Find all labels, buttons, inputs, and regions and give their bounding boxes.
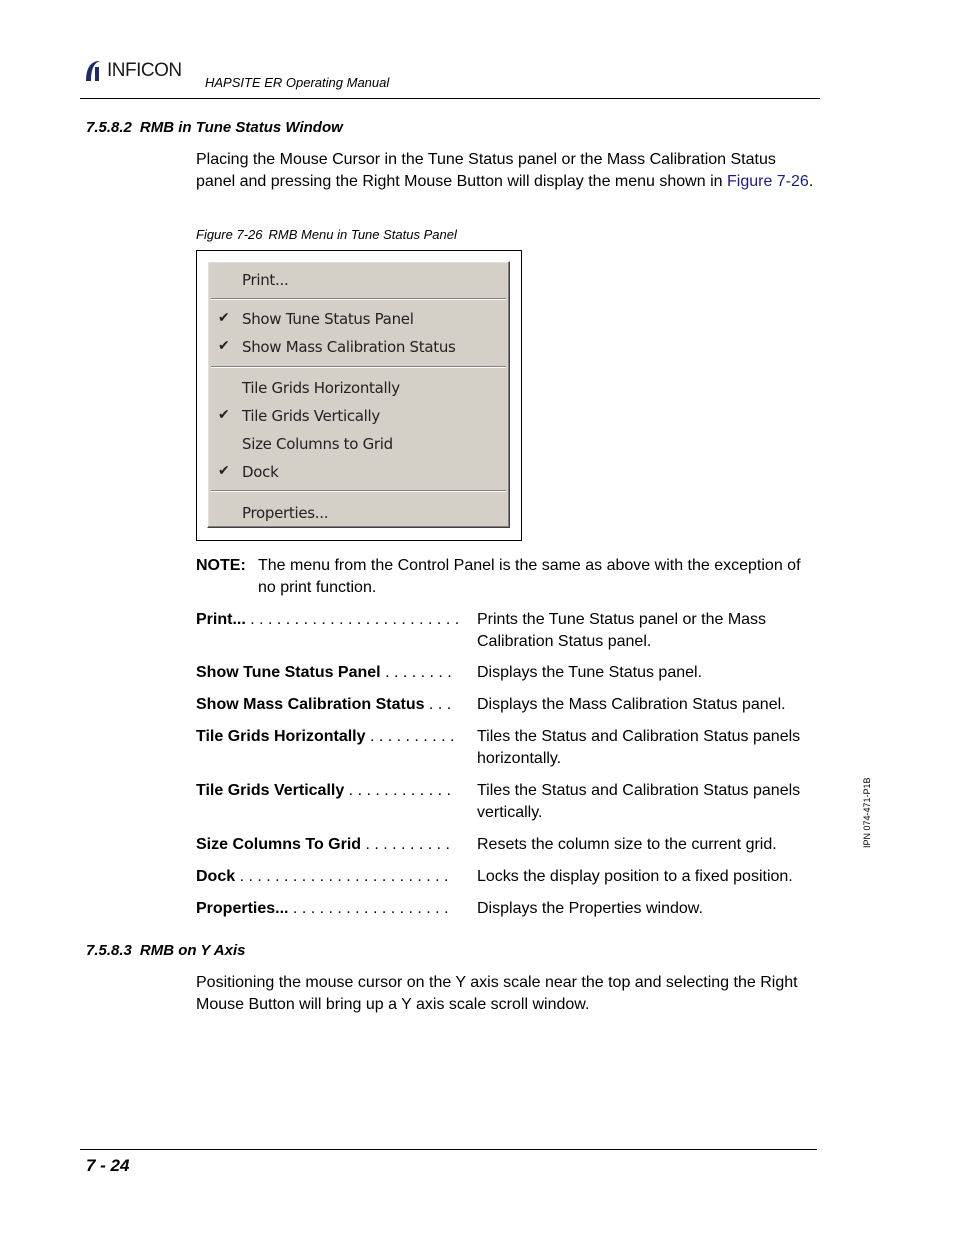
definition-term: Dock	[196, 868, 236, 885]
definition-desc: Displays the Properties window.	[477, 900, 703, 917]
section-heading-rmb-y-axis	[86, 942, 245, 959]
definition-term: Size Columns To Grid	[196, 836, 362, 853]
menu-item-label: Tile Grids Horizontally	[242, 379, 400, 397]
context-menu	[207, 261, 510, 528]
definition-term-row	[196, 609, 473, 631]
menu-item-tile-grids-vertically[interactable]	[208, 404, 509, 430]
section-title: RMB in Tune Status Window	[139, 119, 343, 136]
note-block	[196, 555, 816, 599]
menu-item-label: Size Columns to Grid	[242, 435, 393, 453]
check-icon: ✔	[218, 310, 230, 326]
definition-show-tune-status-panel	[196, 662, 820, 684]
definition-desc: Locks the display position to a fixed position.	[477, 868, 793, 885]
check-icon: ✔	[218, 407, 230, 423]
definition-term-row	[196, 726, 473, 748]
menu-item-show-tune-status-panel[interactable]	[208, 307, 509, 333]
figure-label: Figure 7-26	[196, 227, 263, 242]
definition-term-row	[196, 834, 473, 856]
definition-dock	[196, 866, 820, 888]
definition-term: Properties...	[196, 900, 289, 917]
figure-caption-text: RMB Menu in Tune Status Panel	[268, 227, 457, 242]
definition-desc: Displays the Mass Calibration Status panel.	[477, 696, 786, 713]
section-title: RMB on Y Axis	[139, 942, 246, 959]
dot-leader: . . . . . . . . . .	[361, 836, 450, 853]
inficon-logo-icon	[82, 59, 104, 83]
menu-item-label: Tile Grids Vertically	[242, 407, 380, 425]
definition-term: Tile Grids Vertically	[196, 782, 345, 799]
definition-show-mass-calibration-status	[196, 694, 820, 716]
header-divider	[80, 98, 820, 99]
dot-leader: . . . . . . . . . . . . . . . . . .	[288, 900, 449, 917]
definition-properties	[196, 898, 820, 920]
definition-desc: Displays the Tune Status panel.	[477, 664, 703, 681]
definition-desc: Tiles the Status and Calibration Status panels horizontally.	[477, 728, 801, 767]
menu-separator	[211, 490, 506, 492]
menu-item-tile-grids-horizontally[interactable]	[208, 376, 509, 402]
definition-term-row	[196, 662, 473, 684]
note-text: The menu from the Control Panel is the same as above with the exception of no print function.	[258, 557, 801, 596]
check-icon: ✔	[218, 463, 230, 479]
dot-leader: . . . . . . . . . . . . . . . . . . . . . . . .	[235, 868, 449, 885]
intro-end: .	[808, 173, 814, 190]
definition-desc: Tiles the Status and Calibration Status panels vertically.	[477, 782, 801, 821]
inficon-logo	[82, 58, 182, 84]
figure-caption	[196, 227, 457, 242]
menu-item-label: Show Mass Calibration Status	[242, 338, 456, 356]
page-number: 7 - 24	[86, 1156, 130, 1175]
definition-desc: Resets the column size to the current grid.	[477, 836, 777, 853]
section-heading-rmb-tune-status	[86, 119, 343, 136]
menu-item-label: Show Tune Status Panel	[242, 310, 414, 328]
menu-item-label: Properties...	[242, 504, 329, 522]
menu-item-show-mass-calibration-status[interactable]	[208, 335, 509, 361]
definition-term: Show Mass Calibration Status	[196, 696, 425, 713]
menu-item-print[interactable]	[208, 268, 509, 294]
definition-desc: Prints the Tune Status panel or the Mass Calibration Status panel.	[477, 611, 767, 650]
definition-term: Show Tune Status Panel	[196, 664, 381, 681]
figure-frame	[196, 250, 522, 541]
menu-item-dock[interactable]	[208, 460, 509, 486]
dot-leader: . . . . . . . .	[380, 664, 452, 681]
intro-paragraph	[196, 149, 816, 193]
definition-tile-grids-vertically	[196, 780, 820, 824]
y-axis-paragraph: Positioning the mouse cursor on the Y axis scale near the top and selecting the Right Mouse Button will bring up a Y axis scale scroll window.	[196, 974, 798, 1013]
manual-title: HAPSITE ER Operating Manual	[205, 75, 390, 90]
dot-leader: . . . . . . . . . .	[365, 728, 455, 745]
menu-separator	[211, 366, 506, 368]
section-number: 7.5.8.2	[86, 119, 132, 136]
logo-text: INFICON	[107, 60, 182, 81]
dot-leader: . . .	[424, 696, 452, 713]
footer-divider	[80, 1149, 817, 1150]
note-label: NOTE:	[196, 557, 246, 574]
ipn-side-label: IPN 074-471-P1B	[862, 777, 872, 848]
definition-term: Tile Grids Horizontally	[196, 728, 366, 745]
menu-item-label: Dock	[242, 463, 279, 481]
definition-size-columns-to-grid	[196, 834, 820, 856]
definition-term-row	[196, 694, 473, 716]
menu-separator	[211, 298, 506, 300]
figure-link[interactable]: Figure 7-26	[726, 173, 809, 190]
definition-print	[196, 609, 820, 653]
menu-item-size-columns-to-grid[interactable]	[208, 432, 509, 458]
dot-leader: . . . . . . . . . . . .	[344, 782, 451, 799]
definition-term-row	[196, 780, 473, 802]
definition-tile-grids-horizontally	[196, 726, 820, 770]
check-icon: ✔	[218, 338, 230, 354]
intro-text: Placing the Mouse Cursor in the Tune Status panel or the Mass Calibration Status panel and pressing the Right Mouse Button will display the menu shown in	[196, 151, 776, 190]
definition-term-row	[196, 898, 473, 920]
dot-leader: . . . . . . . . . . . . . . . . . . . . . . . .	[245, 611, 460, 628]
section-number: 7.5.8.3	[86, 942, 132, 959]
definition-term: Print...	[196, 611, 246, 628]
definition-term-row	[196, 866, 473, 888]
menu-item-properties[interactable]	[208, 501, 509, 527]
menu-item-label: Print...	[242, 271, 289, 289]
